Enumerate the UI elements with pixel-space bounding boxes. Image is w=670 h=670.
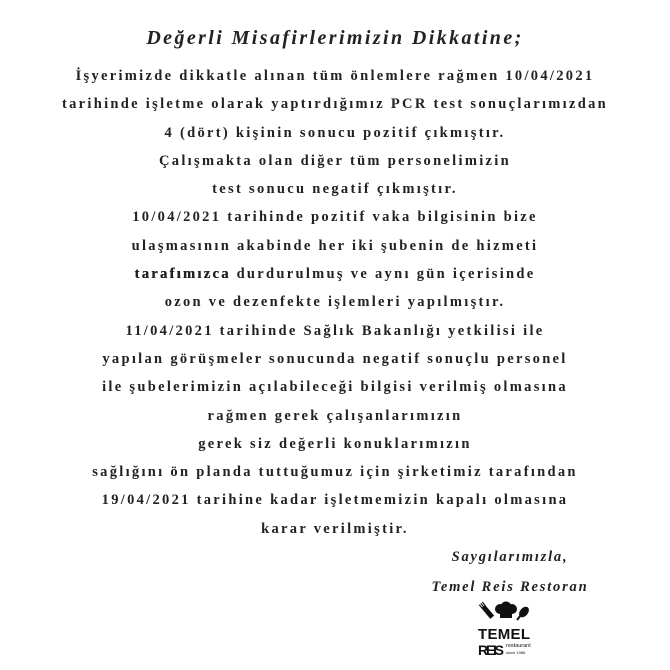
notice-body — [0, 62, 670, 543]
fork-icon — [479, 602, 495, 619]
notice-title: Değerli Misafirlerimizin Dikkatine; — [146, 27, 524, 49]
body-line: karar verilmiştir. — [261, 520, 409, 537]
body-line: ile şubelerimizin açılabileceği bilgisi verilmiş olmasına — [102, 379, 568, 396]
body-line: ozon ve dezenfekte işlemleri yapılmıştır. — [164, 294, 506, 311]
logo-since: since 1986 — [506, 650, 526, 655]
body-line: rağmen gerek çalışanlarımızın — [207, 407, 463, 424]
emphasis-text: tarafımızca — [134, 266, 231, 283]
body-line: tarihinde işletme olarak yaptırdığımız PCR test sonuçlarımızdan — [61, 96, 609, 113]
body-line: ulaşmasının akabinde her iki şubenin de hizmeti — [131, 237, 539, 254]
body-line: sağlığını ön planda tuttuğumuz için şirketimiz tarafından — [92, 464, 578, 481]
logo-text: TEMEL — [478, 626, 530, 643]
body-line: 19/04/2021 tarihine kadar işletmemizin kapalı olmasına — [101, 492, 569, 509]
signature-name: Temel Reis Restoran — [431, 579, 589, 595]
body-line: 4 (dört) kişinin sonucu pozitif çıkmıştır. — [164, 124, 506, 141]
chef-hat-icon — [495, 602, 517, 619]
temel-reis-logo — [474, 601, 538, 665]
body-line: gerek siz değerli konuklarımızın — [198, 435, 472, 452]
logo-tag: restaurant — [506, 643, 531, 649]
body-line-rest: durdurulmuş ve aynı gün içerisinde — [236, 266, 536, 283]
body-line: Çalışmakta olan diğer tüm personelimizin — [159, 152, 511, 169]
body-line: yapılan görüşmeler sonucunda negatif sonuçlu personel — [102, 350, 568, 367]
body-line: 10/04/2021 tarihinde pozitif vaka bilgisinin bize — [132, 209, 538, 226]
logo-text: REIS — [478, 642, 504, 658]
body-line: test sonucu negatif çıkmıştır. — [212, 181, 458, 198]
signature-closing: Saygılarımızla, — [451, 549, 569, 565]
spoon-icon — [517, 605, 531, 620]
body-line — [0, 260, 670, 288]
body-line: 11/04/2021 tarihinde Sağlık Bakanlığı yetkilisi ile — [125, 322, 545, 339]
body-line: İşyerimizde dikkatle alınan tüm önlemlere rağmen 10/04/2021 — [75, 68, 595, 84]
